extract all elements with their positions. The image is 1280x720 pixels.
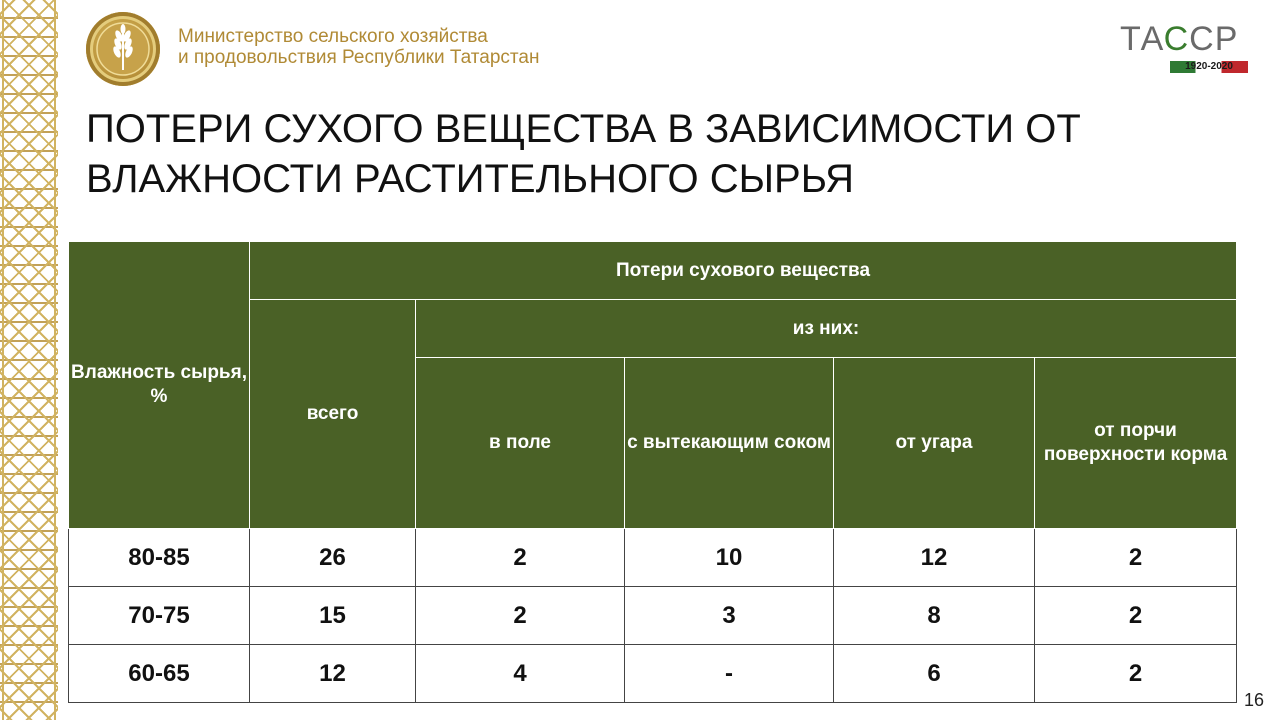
- decorative-border: [0, 0, 58, 720]
- header-with-juice: с вытекающим соком: [625, 358, 834, 529]
- header-moisture: Влажность сырья, %: [69, 242, 250, 529]
- table-cell: 12: [250, 645, 416, 703]
- header-losses-group: Потери сухового вещества: [250, 242, 1237, 300]
- table-cell: 8: [834, 587, 1035, 645]
- title-line-2: ВЛАЖНОСТИ РАСТИТЕЛЬНОГО СЫРЬЯ: [86, 157, 855, 201]
- header-of-them-group: из них:: [416, 300, 1237, 358]
- table-row: [69, 645, 1237, 703]
- table-cell: 70-75: [69, 587, 250, 645]
- table-cell: 80-85: [69, 529, 250, 587]
- page-number: 16: [1244, 690, 1265, 710]
- table-cell: 60-65: [69, 645, 250, 703]
- header-total: всего: [250, 300, 416, 529]
- ministry-line-2: и продовольствия Республики Татарстан: [178, 47, 540, 68]
- tassr-logo-text: ТАССР: [1120, 20, 1239, 58]
- table-cell: 2: [416, 587, 625, 645]
- slide-title: [86, 104, 1186, 204]
- dry-matter-loss-table: [68, 241, 1237, 703]
- table-cell: 2: [1035, 645, 1237, 703]
- header-surface-spoilage: от порчи поверхности корма: [1035, 358, 1237, 529]
- table-cell: 4: [416, 645, 625, 703]
- ministry-line-1: Министерство сельского хозяйства: [178, 26, 488, 47]
- table-cell: 3: [625, 587, 834, 645]
- table-cell: 26: [250, 529, 416, 587]
- wheat-emblem-icon: [86, 12, 160, 86]
- table-cell: 6: [834, 645, 1035, 703]
- ministry-name: [178, 26, 539, 68]
- table-cell: 10: [625, 529, 834, 587]
- table-cell: 2: [1035, 587, 1237, 645]
- table-row: [69, 529, 1237, 587]
- table-cell: 15: [250, 587, 416, 645]
- table-cell: 2: [416, 529, 625, 587]
- header-in-field: в поле: [416, 358, 625, 529]
- header-from-burn: от угара: [834, 358, 1035, 529]
- table-cell: 2: [1035, 529, 1237, 587]
- table-cell: 12: [834, 529, 1035, 587]
- table-cell: -: [625, 645, 834, 703]
- tassr-logo-years: 1920-2020: [1170, 61, 1248, 73]
- table-row: [69, 587, 1237, 645]
- tassr-logo: [1120, 20, 1252, 75]
- title-line-1: ПОТЕРИ СУХОГО ВЕЩЕСТВА В ЗАВИСИМОСТИ ОТ: [86, 107, 1081, 151]
